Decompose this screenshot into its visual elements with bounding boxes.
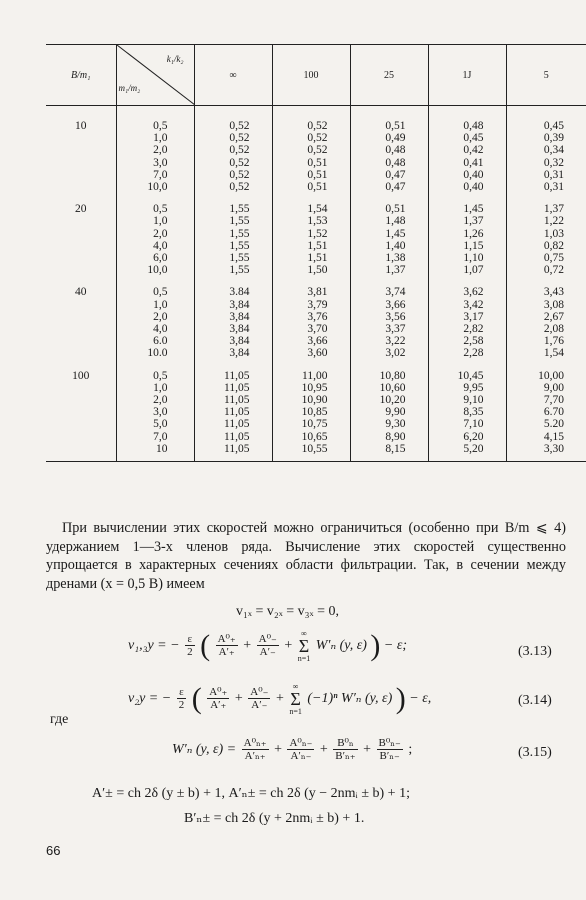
value-cell: 0,47 <box>350 181 428 193</box>
table-row <box>46 264 586 276</box>
value-cell: 3,84 <box>194 347 272 359</box>
value-cell: 0,41 <box>428 157 506 169</box>
b-value-cell <box>46 181 116 193</box>
table-row <box>46 252 586 264</box>
value-cell: 0,52 <box>272 144 350 156</box>
eq14-lhs: v₂y = − <box>128 691 175 707</box>
table-row <box>46 360 586 382</box>
equation-a-prime: A′± = ch 2δ (y ± b) + 1, A′ₙ± = ch 2δ (y − 2nmᵢ ± b) + 1; <box>92 786 410 801</box>
value-cell: 1,55 <box>194 240 272 252</box>
b-value-cell: 100 <box>72 369 90 382</box>
value-cell: 0,40 <box>428 169 506 181</box>
value-cell: 0,39 <box>506 132 586 144</box>
table-row <box>46 347 586 359</box>
value-cell: 1,48 <box>350 215 428 227</box>
header-col-4: 1J <box>428 45 506 106</box>
value-cell: 0,31 <box>506 169 586 181</box>
b-value-cell <box>46 299 116 311</box>
ratio-cell: 3,0 <box>116 157 194 169</box>
value-cell: 3,66 <box>272 335 350 347</box>
value-cell: 1,52 <box>272 228 350 240</box>
b-value-cell <box>46 157 116 169</box>
ratio-cell: 0,5 <box>116 106 194 133</box>
value-cell: 8,15 <box>350 443 428 462</box>
b-value-cell <box>46 347 116 359</box>
value-cell: 3,56 <box>350 311 428 323</box>
value-cell: 0,75 <box>506 252 586 264</box>
table-row <box>46 157 586 169</box>
table-row <box>46 311 586 323</box>
value-cell: 3,60 <box>272 347 350 359</box>
ratio-cell: 4,0 <box>116 240 194 252</box>
value-cell: 3,74 <box>350 276 428 298</box>
b-value-cell: 20 <box>75 203 87 216</box>
value-cell: 0,72 <box>506 264 586 276</box>
value-cell: 3,70 <box>272 323 350 335</box>
table-row <box>46 228 586 240</box>
table-row <box>46 335 586 347</box>
value-cell: 0,51 <box>272 169 350 181</box>
equation-3-13: v₁,₃y = − $\frac{\varepsilon}{2}$ ( $\frac{\text{A⁰₊}}{A'_+}$ + $\frac{\text{A⁰₋}}{A'_-}$ + ∞ Σ n=1 W′ₙ (y, ε) ) − ε; <box>128 629 408 663</box>
b-value-cell <box>46 144 116 156</box>
table-row <box>46 169 586 181</box>
value-cell: 1,51 <box>272 252 350 264</box>
header-diagonal-cell <box>116 45 194 106</box>
value-cell: 1,54 <box>272 193 350 215</box>
value-cell: 3.84 <box>194 276 272 298</box>
table-row <box>46 299 586 311</box>
eq-number-3-14: (3.14) <box>518 693 552 708</box>
value-cell: 1,76 <box>506 335 586 347</box>
table-row <box>46 106 586 133</box>
table-row <box>46 323 586 335</box>
table-row <box>46 193 586 215</box>
b-value-cell <box>46 382 116 394</box>
header-col-1: ∞ <box>194 45 272 106</box>
equation-b-prime: B′ₙ± = ch 2δ (y + 2nmᵢ ± b) + 1. <box>184 811 365 826</box>
value-cell: 1,10 <box>428 252 506 264</box>
value-cell: 9,10 <box>428 394 506 406</box>
value-cell: 8,35 <box>428 406 506 418</box>
value-cell: 10,00 <box>506 360 586 382</box>
value-cell: 1,38 <box>350 252 428 264</box>
paragraph: При вычислении этих скоростей можно ограничиться (особенно при B/m ⩽ 4) удержанием 1—3-х членов ряда. Вычисление этих скоростей существенно упрощается в характерных сечениях области фильтрации. Так, в сечении между дренами (x = 0,5 B) имеем <box>46 520 566 592</box>
equation-3-15: W′ₙ (y, ε) = $\frac{\text{A⁰ₙ₊}}{\text{A′ₙ₊}}$ + $\frac{\text{A⁰ₙ₋}}{\text{A′ₙ₋}}$ + $\frac{\text{B⁰ₙ}}{\text{B′ₙ₊}}$ + $\frac{\text{B⁰ₙ₋}}{\text{B′ₙ₋}}$ ; <box>172 737 413 762</box>
value-cell: 3,84 <box>194 299 272 311</box>
data-table <box>46 44 586 462</box>
value-cell: 11,05 <box>194 382 272 394</box>
eq13-tail: − ε; <box>383 638 408 654</box>
ratio-cell: 10,0 <box>116 181 194 193</box>
value-cell: 1,55 <box>194 215 272 227</box>
eq15-tail: ; <box>408 742 413 758</box>
value-cell: 10,95 <box>272 382 350 394</box>
value-cell: 9,00 <box>506 382 586 394</box>
value-cell: 1,15 <box>428 240 506 252</box>
ratio-cell: 1,0 <box>116 215 194 227</box>
b-value-cell <box>46 215 116 227</box>
header-col-2: 100 <box>272 45 350 106</box>
ratio-cell: 2,0 <box>116 228 194 240</box>
eq-number-3-15: (3.15) <box>518 745 552 760</box>
value-cell: 0,40 <box>428 181 506 193</box>
value-cell: 0,52 <box>194 132 272 144</box>
table-row <box>46 276 586 298</box>
value-cell: 0,47 <box>350 169 428 181</box>
value-cell: 3,30 <box>506 443 586 462</box>
value-cell: 3,76 <box>272 311 350 323</box>
ratio-cell: 2,0 <box>116 394 194 406</box>
value-cell: 10,65 <box>272 431 350 443</box>
value-cell: 0,51 <box>350 193 428 215</box>
value-cell: 10,90 <box>272 394 350 406</box>
value-cell: 11,05 <box>194 394 272 406</box>
value-cell: 9,90 <box>350 406 428 418</box>
value-cell: 0,31 <box>506 181 586 193</box>
value-cell: 0,52 <box>272 132 350 144</box>
value-cell: 1,55 <box>194 228 272 240</box>
value-cell: 1,37 <box>506 193 586 215</box>
value-cell: 3,84 <box>194 323 272 335</box>
table-row <box>46 181 586 193</box>
value-cell: 0,45 <box>506 106 586 133</box>
value-cell: 0,52 <box>194 106 272 133</box>
value-cell: 2,28 <box>428 347 506 359</box>
header-col-5: 5 <box>506 45 586 106</box>
b-value-cell <box>46 132 116 144</box>
value-cell: 1,45 <box>350 228 428 240</box>
eq13-sum: ∞ Σ n=1 <box>297 629 311 663</box>
value-cell: 10,60 <box>350 382 428 394</box>
value-cell: 0,82 <box>506 240 586 252</box>
value-cell: 0,48 <box>350 157 428 169</box>
eq13-eps-half: $\frac{\varepsilon}{2}$ <box>187 633 193 658</box>
ratio-cell: 1,0 <box>116 299 194 311</box>
value-cell: 1,07 <box>428 264 506 276</box>
value-cell: 6.70 <box>506 406 586 418</box>
value-cell: 10,80 <box>350 360 428 382</box>
value-cell: 1,40 <box>350 240 428 252</box>
value-cell: 2,58 <box>428 335 506 347</box>
b-value-cell: 40 <box>75 286 87 299</box>
value-cell: 0,51 <box>272 157 350 169</box>
table-row <box>46 431 586 443</box>
b-value-cell <box>46 264 116 276</box>
value-cell: 1,26 <box>428 228 506 240</box>
b-value-cell <box>46 228 116 240</box>
value-cell: 2,08 <box>506 323 586 335</box>
ratio-cell: 2,0 <box>116 144 194 156</box>
b-value-cell <box>46 443 116 462</box>
value-cell: 11,05 <box>194 360 272 382</box>
b-value-cell <box>46 252 116 264</box>
value-cell: 0,32 <box>506 157 586 169</box>
value-cell: 3,42 <box>428 299 506 311</box>
ratio-cell: 4,0 <box>116 323 194 335</box>
table-row <box>46 418 586 430</box>
table-row <box>46 406 586 418</box>
table-row <box>46 132 586 144</box>
equation-v1x: v₁ₓ = v₂ₓ = v₃ₓ = 0, <box>236 604 340 619</box>
value-cell: 0,51 <box>272 181 350 193</box>
ratio-cell: 10 <box>116 443 194 462</box>
value-cell: 3,08 <box>506 299 586 311</box>
value-cell: 3,22 <box>350 335 428 347</box>
value-cell: 3,81 <box>272 276 350 298</box>
value-cell: 3,37 <box>350 323 428 335</box>
value-cell: 11,00 <box>272 360 350 382</box>
value-cell: 1,55 <box>194 264 272 276</box>
table-row <box>46 215 586 227</box>
b-value-cell <box>46 406 116 418</box>
value-cell: 7,10 <box>428 418 506 430</box>
value-cell: 3,84 <box>194 335 272 347</box>
value-cell: 0,52 <box>194 169 272 181</box>
data-table-container <box>46 44 586 462</box>
table-row <box>46 382 586 394</box>
ratio-cell: 2,0 <box>116 311 194 323</box>
ratio-cell: 3,0 <box>116 406 194 418</box>
value-cell: 0,49 <box>350 132 428 144</box>
value-cell: 5.20 <box>506 418 586 430</box>
value-cell: 2,82 <box>428 323 506 335</box>
eq15-lhs: W′ₙ (y, ε) = <box>172 742 240 758</box>
ratio-cell: 7,0 <box>116 431 194 443</box>
b-value-cell <box>46 394 116 406</box>
b-value-cell <box>46 240 116 252</box>
value-cell: 10,85 <box>272 406 350 418</box>
value-cell: 5,20 <box>428 443 506 462</box>
ratio-cell: 0,5 <box>116 360 194 382</box>
ratio-cell: 10,0 <box>116 264 194 276</box>
header-k-ratio: k₁/k₂ <box>166 54 184 64</box>
value-cell: 1,37 <box>428 215 506 227</box>
value-cell: 8,90 <box>350 431 428 443</box>
value-cell: 0,42 <box>428 144 506 156</box>
value-cell: 11,05 <box>194 418 272 430</box>
eq13-a-plus: $\frac{\text{A⁰₊}}{A'_+}$ <box>217 633 236 658</box>
value-cell: 3,79 <box>272 299 350 311</box>
value-cell: 10,20 <box>350 394 428 406</box>
value-cell: 4,15 <box>506 431 586 443</box>
value-cell: 1,37 <box>350 264 428 276</box>
value-cell: 3,17 <box>428 311 506 323</box>
value-cell: 11,05 <box>194 431 272 443</box>
value-cell: 1,55 <box>194 252 272 264</box>
value-cell: 3,66 <box>350 299 428 311</box>
value-cell: 10,45 <box>428 360 506 382</box>
value-cell: 3,02 <box>350 347 428 359</box>
eq-number-3-13: (3.13) <box>518 644 552 659</box>
b-value-cell <box>46 431 116 443</box>
value-cell: 9,95 <box>428 382 506 394</box>
ratio-cell: 10.0 <box>116 347 194 359</box>
value-cell: 10,55 <box>272 443 350 462</box>
value-cell: 0,34 <box>506 144 586 156</box>
table-row <box>46 394 586 406</box>
value-cell: 0,52 <box>194 144 272 156</box>
ratio-cell: 1,0 <box>116 132 194 144</box>
value-cell: 11,05 <box>194 443 272 462</box>
value-cell: 1,53 <box>272 215 350 227</box>
b-value-cell: 10 <box>75 120 87 132</box>
ratio-cell: 6.0 <box>116 335 194 347</box>
equation-3-14: v₂y = − $\frac{\varepsilon}{2}$ ( $\frac{\text{A⁰₊}}{A'_+}$ + $\frac{\text{A⁰₋}}{A'_-}$ + ∞ Σ n=1 (−1)ⁿ W′ₙ (y, ε) ) − ε, <box>128 682 432 716</box>
body-text <box>46 519 566 593</box>
ratio-cell: 0,5 <box>116 276 194 298</box>
eq13-lhs: v₁,₃y = − <box>128 638 184 654</box>
value-cell: 1,03 <box>506 228 586 240</box>
header-col-3: 25 <box>350 45 428 106</box>
value-cell: 1,50 <box>272 264 350 276</box>
value-cell: 1,45 <box>428 193 506 215</box>
b-value-cell <box>46 311 116 323</box>
value-cell: 0,48 <box>350 144 428 156</box>
page-number: 66 <box>46 843 61 858</box>
value-cell: 11,05 <box>194 406 272 418</box>
value-cell: 3,84 <box>194 311 272 323</box>
value-cell: 7,70 <box>506 394 586 406</box>
value-cell: 0,48 <box>428 106 506 133</box>
b-value-cell <box>46 335 116 347</box>
value-cell: 1,22 <box>506 215 586 227</box>
value-cell: 6,20 <box>428 431 506 443</box>
table-header-row <box>46 45 586 106</box>
value-cell: 3,43 <box>506 276 586 298</box>
value-cell: 0,51 <box>350 106 428 133</box>
b-value-cell <box>46 169 116 181</box>
value-cell: 0,52 <box>194 181 272 193</box>
ratio-cell: 0,5 <box>116 193 194 215</box>
table-row <box>46 144 586 156</box>
value-cell: 10,75 <box>272 418 350 430</box>
value-cell: 3,62 <box>428 276 506 298</box>
value-cell: 1,55 <box>194 193 272 215</box>
b-value-cell <box>46 418 116 430</box>
header-b-over-m: B/m₁ <box>46 45 116 106</box>
value-cell: 0,52 <box>272 106 350 133</box>
value-cell: 1,54 <box>506 347 586 359</box>
eq13-a-minus: $\frac{\text{A⁰₋}}{A'_-}$ <box>258 633 277 658</box>
value-cell: 0,52 <box>194 157 272 169</box>
value-cell: 2,67 <box>506 311 586 323</box>
value-cell: 1,51 <box>272 240 350 252</box>
ratio-cell: 1,0 <box>116 382 194 394</box>
where-label: где <box>50 712 69 727</box>
eq14-tail: − ε, <box>409 691 432 707</box>
ratio-cell: 5,0 <box>116 418 194 430</box>
value-cell: 0,45 <box>428 132 506 144</box>
header-m-ratio: m₁/m₂ <box>118 83 141 93</box>
value-cell: 9,30 <box>350 418 428 430</box>
b-value-cell <box>46 323 116 335</box>
table-row <box>46 240 586 252</box>
table-row <box>46 443 586 462</box>
ratio-cell: 6,0 <box>116 252 194 264</box>
table-body <box>46 106 586 462</box>
ratio-cell: 7,0 <box>116 169 194 181</box>
